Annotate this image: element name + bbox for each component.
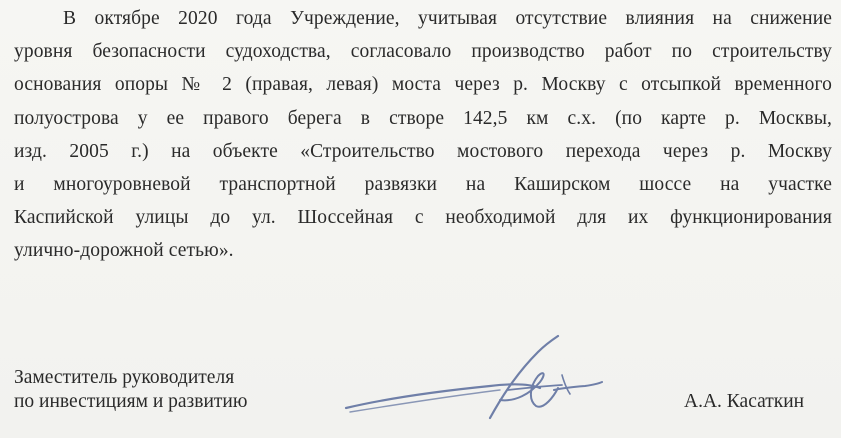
signature-stroke: [562, 375, 570, 394]
paragraph-line: основания опоры № 2 (правая, левая) моста через р. Москву с отсыпкой временного: [14, 74, 832, 96]
paragraph-line: улично-дорожной сетью».: [14, 240, 234, 262]
signer-title: [14, 366, 247, 414]
paragraph-line: уровня безопасности судоходства, согласовало производство работ по строительству: [14, 41, 832, 63]
paragraph-line: Каспийской улицы до ул. Шоссейная с необходимой для их функционирования: [14, 207, 832, 229]
signer-title-line: по инвестициям и развитию: [14, 391, 248, 412]
paragraph-line: В октябре 2020 года Учреждение, учитывая отсутствие влияния на снижение: [63, 8, 832, 29]
signature-stroke: [346, 384, 540, 408]
signature-stroke: [490, 336, 558, 418]
signer-name: А.А. Касаткин: [684, 391, 805, 412]
signer-title-line: Заместитель руководителя: [14, 367, 235, 388]
signature-stroke: [554, 382, 602, 390]
body-paragraph: [14, 2, 832, 268]
handwritten-signature: [340, 330, 610, 430]
paragraph-line: изд. 2005 г.) на объекте «Строительство мостового перехода через р. Москву: [14, 140, 832, 162]
paragraph-line: и многоуровневой транспортной развязки на Каширском шоссе на участке: [14, 173, 832, 195]
paragraph-line: полуострова у ее правого берега в створе 142,5 км с.х. (по карте р. Москвы,: [14, 107, 832, 129]
